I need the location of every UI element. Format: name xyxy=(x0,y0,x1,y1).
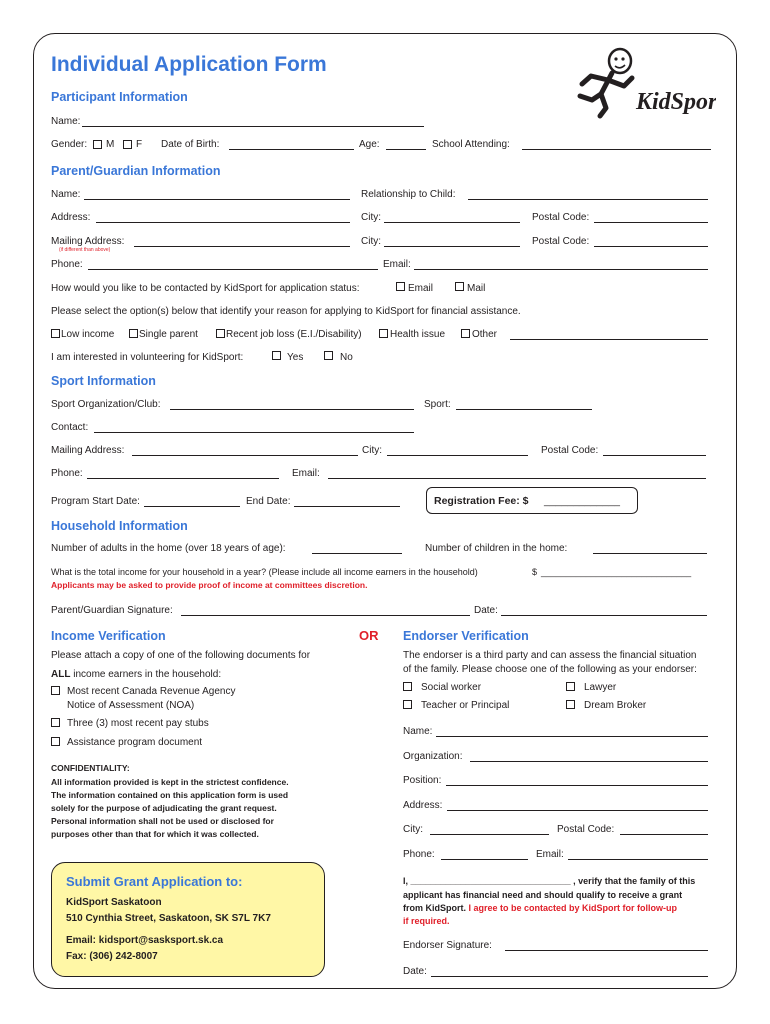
children-label: Number of children in the home: xyxy=(425,543,568,554)
endorser-desc-1: The endorser is a third party and can assess the financial situation xyxy=(403,650,697,661)
submit-org: KidSport Saskatoon xyxy=(66,897,162,908)
confidentiality-line: purposes other than that for which it was collected. xyxy=(51,829,259,839)
income-heading: Income Verification xyxy=(51,629,166,643)
dream-broker-checkbox[interactable] xyxy=(566,700,575,709)
start-date-field[interactable] xyxy=(144,506,240,507)
guardian-mailing-field[interactable] xyxy=(134,246,350,247)
dob-label: Date of Birth: xyxy=(161,139,220,150)
guardian-mailing-label: Mailing Address: xyxy=(51,236,125,247)
guardian-date-label: Date: xyxy=(474,605,498,616)
guardian-address-field[interactable] xyxy=(96,222,350,223)
end-date-label: End Date: xyxy=(246,496,291,507)
confidentiality-line: All information provided is kept in the strictest confidence. xyxy=(51,777,289,787)
guardian-city2-field[interactable] xyxy=(384,246,520,247)
adults-label: Number of adults in the home (over 18 years of age): xyxy=(51,543,286,554)
children-field[interactable] xyxy=(593,553,707,554)
relationship-field[interactable] xyxy=(468,199,708,200)
income-question: What is the total income for your household in a year? (Please include all income earners in the household) xyxy=(51,567,478,577)
school-label: School Attending: xyxy=(432,139,510,150)
proof-note: Applicants may be asked to provide proof of income at committees discretion. xyxy=(51,580,368,590)
reason-low-income-label: Low income xyxy=(61,329,115,340)
endorser-email-field[interactable] xyxy=(568,859,708,860)
income-instruction-1: Please attach a copy of one of the following documents for xyxy=(51,650,311,661)
guardian-postal2-label: Postal Code: xyxy=(532,236,590,247)
gender-label: Gender: xyxy=(51,139,88,150)
endorser-date-field[interactable] xyxy=(431,976,708,977)
reason-health-checkbox[interactable] xyxy=(379,329,388,338)
sport-mailing-field[interactable] xyxy=(132,455,358,456)
income-field[interactable]: ______________________________ xyxy=(541,567,692,577)
dream-broker-label: Dream Broker xyxy=(584,700,647,711)
submit-address: 510 Cynthia Street, Saskatoon, SK S7L 7K7 xyxy=(66,913,271,924)
volunteer-no-label: No xyxy=(340,352,353,363)
guardian-postal-field[interactable] xyxy=(594,222,708,223)
endorser-signature-label: Endorser Signature: xyxy=(403,940,492,951)
reason-low-income-checkbox[interactable] xyxy=(51,329,60,338)
pay-stubs-label: Three (3) most recent pay stubs xyxy=(67,718,209,729)
guardian-address-label: Address: xyxy=(51,212,91,223)
reason-job-loss-label: Recent job loss (E.I./Disability) xyxy=(226,329,362,340)
contact-email-checkbox[interactable] xyxy=(396,282,405,291)
endorser-name-label: Name: xyxy=(403,726,433,737)
adults-field[interactable] xyxy=(312,553,402,554)
guardian-phone-label: Phone: xyxy=(51,259,83,270)
verify-line-3: from KidSport. I agree to be contacted by KidSport for follow-up xyxy=(403,903,678,913)
form-title: Individual Application Form xyxy=(51,53,327,76)
endorser-email-label: Email: xyxy=(536,849,564,860)
sport-label: Sport: xyxy=(424,399,451,410)
confidentiality-line: Personal information shall not be used or disclosed for xyxy=(51,816,274,826)
endorser-desc-2: of the family. Please choose one of the following as your endorser: xyxy=(403,664,697,675)
guardian-city2-label: City: xyxy=(361,236,381,247)
sport-city-label: City: xyxy=(362,445,382,456)
confidentiality-heading: CONFIDENTIALITY: xyxy=(51,763,130,773)
guardian-name-field[interactable] xyxy=(84,199,350,200)
or-label: OR xyxy=(359,628,379,643)
age-field[interactable] xyxy=(386,149,426,150)
confidentiality-line: solely for the purpose of adjudicating the grant request. xyxy=(51,803,277,813)
start-date-label: Program Start Date: xyxy=(51,496,140,507)
guardian-email-label: Email: xyxy=(383,259,411,270)
participant-name-field[interactable] xyxy=(82,126,424,127)
endorser-org-field[interactable] xyxy=(470,761,708,762)
assistance-label: Assistance program document xyxy=(67,737,203,748)
contact-mail-label: Mail xyxy=(467,283,486,294)
guardian-email-field[interactable] xyxy=(414,269,708,270)
teacher-checkbox[interactable] xyxy=(403,700,412,709)
endorser-city-field[interactable] xyxy=(430,834,549,835)
submit-heading: Submit Grant Application to: xyxy=(66,874,243,889)
sport-contact-field[interactable] xyxy=(94,432,414,433)
pay-stubs-checkbox[interactable] xyxy=(51,718,60,727)
volunteer-no-checkbox[interactable] xyxy=(324,351,333,360)
sport-email-label: Email: xyxy=(292,468,320,479)
submit-fax: Fax: (306) 242-8007 xyxy=(66,951,158,962)
relationship-label: Relationship to Child: xyxy=(361,189,456,200)
gender-m-checkbox[interactable] xyxy=(93,140,102,149)
sport-org-label: Sport Organization/Club: xyxy=(51,399,161,410)
volunteer-yes-label: Yes xyxy=(287,352,304,363)
endorser-address-label: Address: xyxy=(403,800,443,811)
sport-heading: Sport Information xyxy=(51,374,156,388)
guardian-postal2-field[interactable] xyxy=(594,246,708,247)
guardian-city-field[interactable] xyxy=(384,222,520,223)
registration-fee-label: Registration Fee: $ xyxy=(434,495,529,507)
confidentiality-line: The information contained on this application form is used xyxy=(51,790,289,800)
gender-f-checkbox[interactable] xyxy=(123,140,132,149)
reason-question: Please select the option(s) below that identify your reason for applying to KidSport for financial assistance. xyxy=(51,306,521,317)
endorser-date-label: Date: xyxy=(403,966,427,977)
sport-phone-field[interactable] xyxy=(87,478,279,479)
sport-phone-label: Phone: xyxy=(51,468,83,479)
dob-field[interactable] xyxy=(229,149,354,150)
teacher-label: Teacher or Principal xyxy=(421,700,510,711)
registration-fee-box[interactable] xyxy=(426,487,638,514)
sport-field[interactable] xyxy=(456,409,592,410)
guardian-signature-label: Parent/Guardian Signature: xyxy=(51,605,173,616)
gender-f-label: F xyxy=(136,139,143,150)
guardian-city-label: City: xyxy=(361,212,381,223)
contact-mail-checkbox[interactable] xyxy=(455,282,464,291)
assistance-checkbox[interactable] xyxy=(51,737,60,746)
endorser-phone-label: Phone: xyxy=(403,849,435,860)
endorser-postal-label: Postal Code: xyxy=(557,824,615,835)
reason-health-label: Health issue xyxy=(390,329,446,340)
participant-heading: Participant Information xyxy=(51,90,188,104)
reason-other-field[interactable] xyxy=(510,339,708,340)
guardian-phone-field[interactable] xyxy=(88,269,378,270)
endorser-heading: Endorser Verification xyxy=(403,629,529,643)
noa-label-1: Most recent Canada Revenue Agency xyxy=(67,686,236,697)
endorser-city-label: City: xyxy=(403,824,423,835)
guardian-date-field[interactable] xyxy=(501,615,707,616)
sport-postal-label: Postal Code: xyxy=(541,445,599,456)
participant-name-label: Name: xyxy=(51,116,81,127)
noa-label-2: Notice of Assessment (NOA) xyxy=(67,700,195,711)
reason-job-loss-checkbox[interactable] xyxy=(216,329,225,338)
endorser-position-field[interactable] xyxy=(446,785,708,786)
sport-contact-label: Contact: xyxy=(51,422,89,433)
reason-other-label: Other xyxy=(472,329,498,340)
lawyer-label: Lawyer xyxy=(584,682,617,693)
contact-question: How would you like to be contacted by KidSport for application status: xyxy=(51,283,360,294)
submit-email: Email: kidsport@sasksport.sk.ca xyxy=(66,935,224,946)
contact-email-label: Email xyxy=(408,283,434,294)
svg-text:KidSport: KidSport xyxy=(636,89,716,115)
volunteer-question: I am interested in volunteering for KidSport: xyxy=(51,352,244,363)
registration-fee-blank: _____________ xyxy=(544,495,620,507)
sport-postal-field[interactable] xyxy=(603,455,706,456)
volunteer-yes-checkbox[interactable] xyxy=(272,351,281,360)
social-worker-checkbox[interactable] xyxy=(403,682,412,691)
household-heading: Household Information xyxy=(51,519,188,533)
guardian-name-label: Name: xyxy=(51,189,81,200)
reason-single-parent-checkbox[interactable] xyxy=(129,329,138,338)
noa-checkbox[interactable] xyxy=(51,686,60,695)
income-dollar: $ xyxy=(532,567,538,577)
sport-org-field[interactable] xyxy=(170,409,414,410)
reason-other-checkbox[interactable] xyxy=(461,329,470,338)
verify-line-1: I, ________________________________ , verify that the family of this xyxy=(403,876,696,886)
endorser-name-field[interactable] xyxy=(436,736,708,737)
sport-mailing-label: Mailing Address: xyxy=(51,445,125,456)
endorser-position-label: Position: xyxy=(403,775,442,786)
gender-m-label: M xyxy=(106,139,115,150)
endorser-postal-field[interactable] xyxy=(620,834,708,835)
sport-city-field[interactable] xyxy=(387,455,528,456)
submit-box xyxy=(51,862,325,977)
endorser-phone-field[interactable] xyxy=(441,859,528,860)
reason-single-parent-label: Single parent xyxy=(139,329,198,340)
sport-email-field[interactable] xyxy=(328,478,706,479)
school-field[interactable] xyxy=(522,149,711,150)
guardian-postal-label: Postal Code: xyxy=(532,212,590,223)
endorser-org-label: Organization: xyxy=(403,751,463,762)
lawyer-checkbox[interactable] xyxy=(566,682,575,691)
endorser-address-field[interactable] xyxy=(447,810,708,811)
verify-line-2: applicant has financial need and should qualify to receive a grant xyxy=(403,890,683,900)
social-worker-label: Social worker xyxy=(421,682,482,693)
income-instruction-2: ALL income earners in the household: xyxy=(51,669,222,680)
endorser-signature-field[interactable] xyxy=(505,950,708,951)
guardian-heading: Parent/Guardian Information xyxy=(51,164,221,178)
kidsport-logo xyxy=(566,42,716,122)
end-date-field[interactable] xyxy=(294,506,400,507)
mailing-note: (if different than above) xyxy=(59,247,111,253)
guardian-signature-field[interactable] xyxy=(181,615,470,616)
verify-line-4: if required. xyxy=(403,916,450,926)
age-label: Age: xyxy=(359,139,380,150)
